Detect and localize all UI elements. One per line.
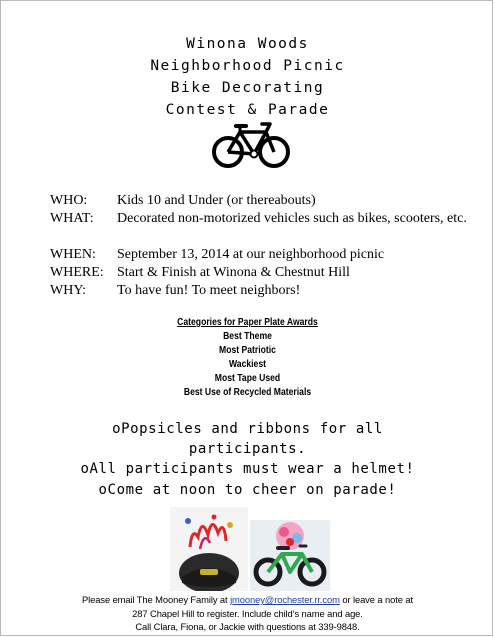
footer-text: or leave a note at [339,594,413,605]
info-label: WHEN: [50,247,96,262]
footer-text: Please email The Mooney Family at [82,594,231,605]
award-item: Wackiest [228,358,267,370]
info-label: WHO: [50,193,88,208]
info-value: Kids 10 and Under (or thereabouts) [117,193,316,208]
footer-line-1 [0,593,495,607]
decorated-helmet-photo [170,507,248,591]
title-line-4: Contest & Parade [165,102,330,118]
title-line-2: Neighborhood Picnic [150,58,345,74]
decorated-bike-photo [250,520,330,591]
bullet-popsicles-cont: participants. [188,441,307,457]
info-label: WHERE: [50,265,104,280]
title-line-3: Bike Decorating [170,80,325,96]
bullet-cheer: oCome at noon to cheer on parade! [98,482,397,498]
info-value: Start & Finish at Winona & Chestnut Hill [117,265,350,280]
awards-heading: Categories for Paper Plate Awards [177,316,318,328]
award-item: Most Tape Used [214,372,281,384]
title-line-1: Winona Woods [186,36,309,52]
footer-line-2: 287 Chapel Hill to register. Include child’s name and age. [132,608,363,619]
bicycle-icon [210,120,292,170]
bullet-popsicles: oPopsicles and ribbons for all [112,421,383,437]
award-item: Most Patriotic [219,344,276,356]
info-label: WHAT: [50,211,94,226]
footer-line-3: Call Clara, Fiona, or Jackie with questions at 339-9848. [135,621,360,632]
info-value: September 13, 2014 at our neighborhood picnic [117,247,385,262]
bullet-helmet: oAll participants must wear a helmet! [80,461,415,477]
award-item: Best Theme [223,330,272,342]
email-link[interactable]: jmooney@rochester.rr.com [230,594,340,605]
info-label: WHY: [50,283,87,298]
info-value: To have fun! To meet neighbors! [117,283,301,298]
info-value: Decorated non-motorized vehicles such as bikes, scooters, etc. [117,211,467,226]
award-item: Best Use of Recycled Materials [183,386,312,398]
